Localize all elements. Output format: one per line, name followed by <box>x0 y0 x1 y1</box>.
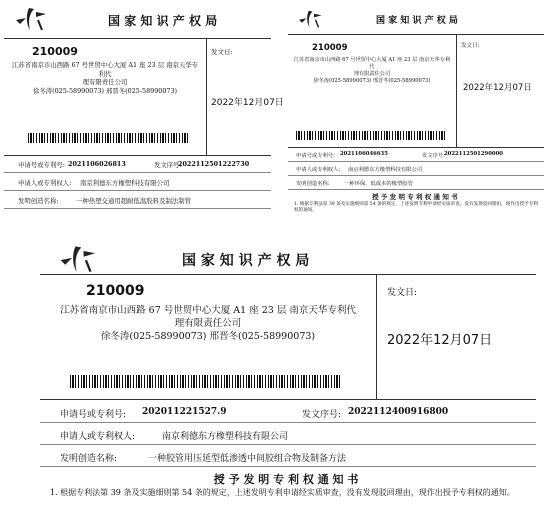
contact-line: 徐冬涛(025-58990073) 邢晋冬(025-58990073) <box>100 330 316 342</box>
document-number-label: 发文序号: <box>302 410 342 420</box>
issue-date: 2022年12月07日 <box>211 98 284 108</box>
barcode <box>28 133 188 143</box>
postcode: 210009 <box>86 283 145 299</box>
date-label: 发文日: <box>211 48 233 56</box>
header-grid <box>40 274 536 400</box>
issue-date: 2022年12月07日 <box>387 333 493 348</box>
application-number: 2021106046635 <box>340 151 388 157</box>
contact-line: 徐冬涛(025-58990073) 邢晋冬(025-58990073) <box>313 78 431 85</box>
address-line: 理有限责任公司 <box>174 317 242 329</box>
office-name: 国家知识产权局 <box>108 14 222 28</box>
invention-title-row <box>40 446 536 467</box>
date-cell <box>207 39 284 155</box>
postcode: 210009 <box>312 43 348 53</box>
invention-title: 一种热塑交通用超耐低温胶料及制法制管 <box>76 197 192 205</box>
invention-title-row <box>4 192 271 209</box>
address-cell <box>288 35 457 147</box>
notice-document-1 <box>4 6 284 218</box>
document-number-label: 发文序号: <box>422 153 445 159</box>
invention-title-label: 发明创造名称: <box>60 454 118 464</box>
application-number-label: 申请号或专利号: <box>18 161 65 169</box>
invention-title-label: 发明创造名称: <box>296 181 330 187</box>
notice-document-2 <box>288 8 544 220</box>
application-number: 202011221527.9 <box>142 407 227 417</box>
cnipa-logo-icon <box>56 244 102 274</box>
barcode <box>70 375 340 388</box>
document-number: 2022112501222730 <box>178 160 250 168</box>
applicant-name: 南京利德东方橡塑科技有限公司 <box>162 432 289 442</box>
applicant-row <box>40 424 536 445</box>
header-grid <box>4 38 284 156</box>
applicant-row <box>288 162 544 176</box>
recipient-address <box>292 57 452 85</box>
address-line: 理有限责任公司 <box>82 78 128 87</box>
cnipa-logo-icon <box>296 8 326 30</box>
office-name: 国家知识产权局 <box>182 253 315 269</box>
notice-title: 授予发明专利权通知书 <box>213 473 363 486</box>
invention-title: 一种环保、低成本的橡塑胶管 <box>344 181 413 187</box>
applicant-label: 申请人或专利权人: <box>60 432 136 442</box>
invention-title-row <box>288 176 544 190</box>
postcode: 210009 <box>32 45 78 58</box>
barcode <box>296 131 446 140</box>
contact-line: 徐冬涛(025-58990073) 邢晋冬(025-58990073) <box>32 86 178 95</box>
notice-title: 授予发明专利权通知书 <box>372 193 460 201</box>
applicant-row <box>4 174 271 191</box>
recipient-address <box>48 305 368 343</box>
invention-title: 一种胶管用压延型低渗透中间胶组合物及制备方法 <box>148 454 347 464</box>
application-number-row <box>4 156 271 173</box>
notice-text: 1. 根据专利法第 39 条及实施细则第 54 条的规定，上述发明专利申请经实质审查，没有发现驳回理由，现作出授予专利权的通知。 <box>50 488 515 497</box>
document-number-label: 发文序号: <box>154 161 182 169</box>
address-cell <box>40 275 377 399</box>
document-number: 2022112501290000 <box>444 151 503 157</box>
address-line: 江苏省南京市山西路 67 号世贸中心大厦 A1 座 23 层 南京天华专利代 <box>293 57 451 71</box>
applicant-label: 申请人或专利权人: <box>296 167 341 173</box>
notice-text: 1. 根据专利法第 39 条及实施细则第 54 条的规定，上述发明专利申请经实质审查，没有发现驳回理由，现作出授予专利权的通知。 <box>294 202 538 214</box>
header-grid <box>288 34 544 148</box>
address-line: 江苏省南京市山西路 67 号世贸中心大厦 A1 座 23 层 南京天华专利代 <box>11 61 199 78</box>
date-cell <box>377 275 536 399</box>
date-label: 发文日: <box>387 288 418 298</box>
date-cell <box>457 35 544 147</box>
applicant-name: 南京利德东方橡塑科技有限公司 <box>80 179 170 187</box>
application-number-row <box>40 402 536 423</box>
address-line: 江苏省南京市山西路 67 号世贸中心大厦 A1 座 23 层 南京天华专利代 <box>60 305 356 316</box>
date-label: 发文日: <box>461 43 480 49</box>
recipient-address <box>10 61 200 96</box>
applicant-name: 南京利德东方橡塑科技有限公司 <box>348 167 423 173</box>
application-number-label: 申请号或专利号: <box>60 410 127 420</box>
application-number: 2021106026813 <box>68 160 126 168</box>
address-cell <box>4 39 207 155</box>
application-number-label: 申请号或专利号: <box>296 153 335 159</box>
applicant-label: 申请人或专利权人: <box>18 179 72 187</box>
issue-date: 2022年12月07日 <box>463 83 532 93</box>
application-number-row <box>288 148 544 162</box>
document-number: 2022112400916800 <box>348 407 449 417</box>
cnipa-logo-icon <box>12 6 52 32</box>
notice-document-3 <box>40 242 536 514</box>
office-name: 国家知识产权局 <box>376 16 462 26</box>
address-line: 理有限责任公司 <box>353 71 391 78</box>
invention-title-label: 发明创造名称: <box>18 197 59 205</box>
